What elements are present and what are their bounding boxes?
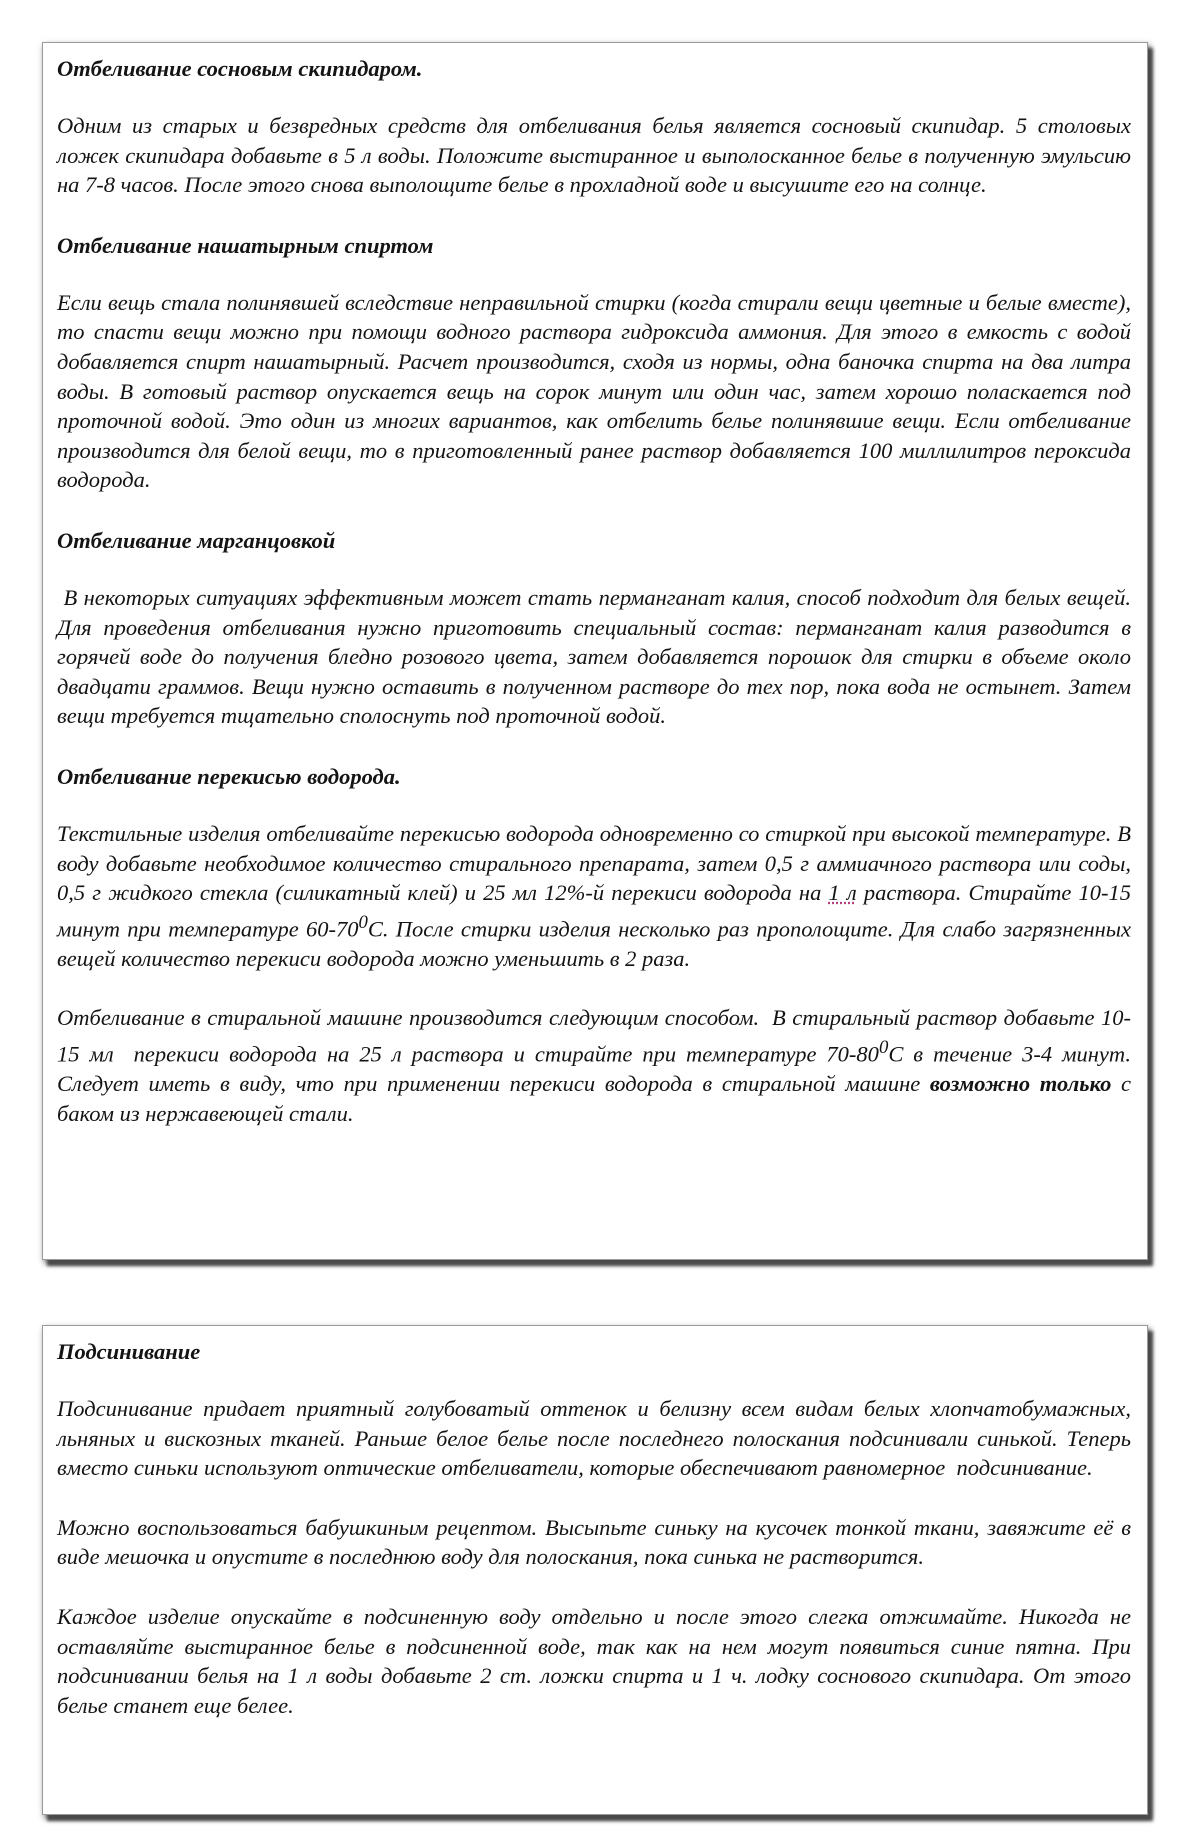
section-heading-bluing: Подсинивание	[57, 1339, 201, 1364]
peroxide-text-part: С. После стирки изделия несколько раз прополощите. Для слабо загрязненных вещей количество перекиси водорода можно уменьшить в 2 раза.	[57, 916, 1131, 971]
section-text-permanganate: В некоторых ситуациях эффективным может стать перманганат калия, способ подходит для белых вещей. Для проведения отбеливания нужно приготовить специальный состав: перманганат калия разводится в горячей воде до получения бледно розового цвета, затем добавляется порошок для стирки в объеме около двадцати граммов. Вещи нужно оставить в полученном растворе до тех пор, пока вода не остынет. Затем вещи требуется тщательно сполоснуть под проточной водой.	[57, 584, 1137, 729]
document-card-whitening	[42, 42, 1148, 1260]
section-text-peroxide-2	[57, 1003, 1137, 1128]
section-text-bluing-1: Подсинивание придает приятный голубоватый оттенок и белизну всем видам белых хлопчатобумажных, льняных и вискозных тканей. Раньше белое белье после последнего полоскания подсинивали синькой. Теперь вместо синьки используют оптические отбеливатели, которые обеспечивают равномерное подсинивание.	[57, 1396, 1137, 1481]
section-heading-turpentine: Отбеливание сосновым скипидаром.	[57, 56, 423, 81]
section-text-ammonia: Если вещь стала полинявшей вследствие неправильной стирки (когда стирали вещи цветные и белые вместе), то спасти вещи можно при помощи водного раствора гидроксида аммония. Для этого в емкость с водой добавляется спирт нашатырный. Расчет производится, сходя из нормы, одна баночка спирта на два литра воды. В готовый раствор опускается вещь на сорок минут или один час, затем хорошо поласкается под проточной водой. Это один из многих вариантов, как отбелить белье полинявшие вещи. Если отбеливание производится для белой вещи, то в приготовленный ранее раствор добавляется 100 миллилитров пероксида водорода.	[57, 289, 1131, 493]
superscript-degree: 0	[358, 911, 368, 933]
bold-emphasis: возможно только	[929, 1071, 1112, 1097]
peroxide-text-part: Отбеливание в стиральной машине производится следующим способом. В стиральный раствор добавьте 10-15 мл перекиси водорода на 25 л раствора и стирайте при температуре 70-80	[57, 1005, 1131, 1067]
peroxide-text-part: С в течение 3-4 минут. Следует иметь в виду, что при применении перекиси водорода в стиральной машине	[57, 1041, 1137, 1097]
section-heading-permanganate: Отбеливание марганцовкой	[57, 527, 336, 553]
peroxide-text-part: раствора. Стирайте 10-15 минут при температуре 60-70	[57, 880, 1131, 942]
section-heading-ammonia: Отбеливание нашатырным спиртом	[57, 232, 434, 258]
document-card-bluing	[42, 1325, 1148, 1815]
peroxide-text-part: Текстильные изделия отбеливайте перекисью водорода одновременно со стиркой при высокой температуре. В воду добавьте необходимое количество стирального препарата, затем 0,5 г аммиачного раствора или соды, 0,5 г жидкого стекла (силикатный клей) и 25 мл 12%-й перекиси водорода на	[57, 820, 1131, 906]
superscript-degree: 0	[878, 1036, 889, 1058]
section-heading-peroxide: Отбеливание перекисью водорода.	[57, 763, 401, 789]
section-text-bluing-2: Можно воспользоваться бабушкиным рецептом. Высыпьте синьку на кусочек тонкой ткани, завяжите её в виде мешочка и опустите в последнюю воду для полоскания, пока синька не растворится.	[57, 1514, 1131, 1570]
peroxide-text-part: с баком из нержавеющей стали.	[57, 1071, 1137, 1126]
section-text-peroxide-1	[57, 819, 1131, 973]
section-text-bluing-3: Каждое изделие опускайте в подсиненную воду отдельно и после этого слегка отжимайте. Никогда не оставляйте выстиранное белье в подсиненной воде, так как на нем могут появиться синие пятна. При подсинивании белья на 1 л воды добавьте 2 ст. ложки спирта и 1 ч. лодку соснового скипидара. От этого белье станет еще белее.	[57, 1603, 1131, 1718]
spellcheck-underlined-word: 1 л	[828, 880, 857, 906]
section-text-turpentine: Одним из старых и безвредных средств для отбеливания белья является сосновый скипидар. 5 столовых ложек скипидара добавьте в 5 л воды. Положите выстиранное и выполосканное белье в полученную эмульсию на 7-8 часов. После этого снова выполощите белье в прохладной воде и высушите его на солнце.	[57, 113, 1131, 198]
